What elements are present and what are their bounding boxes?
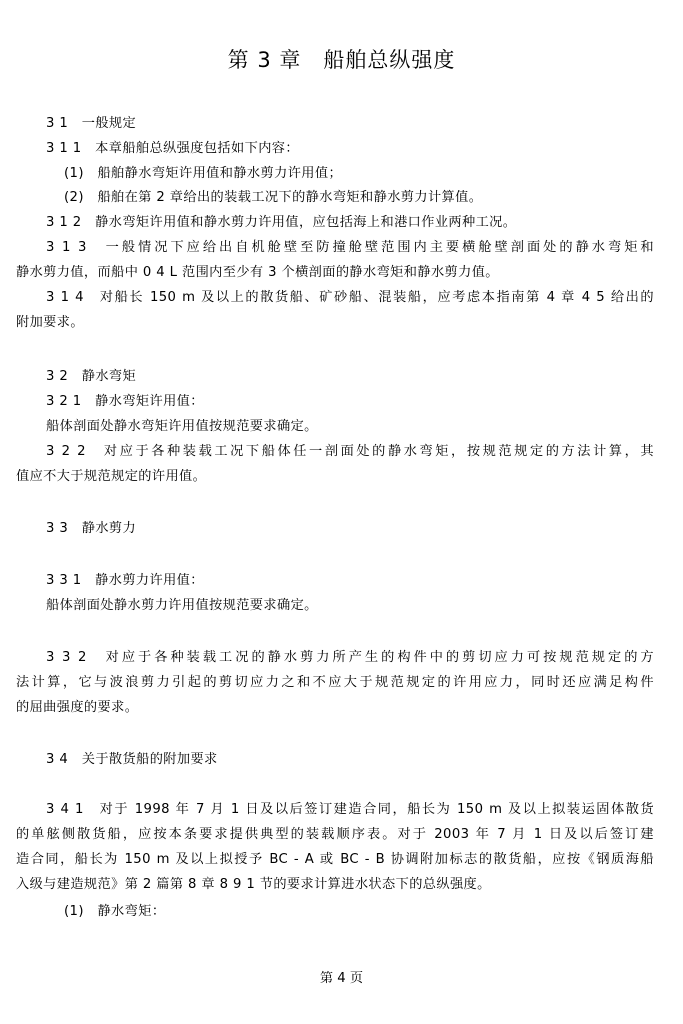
clause-3-3-2-line-1: 3 3 2 对应于各种装载工况的静水剪力所产生的构件中的剪切应力可按规范规定的方	[46, 650, 654, 665]
clause-3-4-1-line-3: 造合同，船长为 150 m 及以上拟授予 BC - A 或 BC - B 协调附加标志的散货船，应按《钢质海船	[16, 852, 654, 867]
clause-3-3-1: 3 3 1 静水剪力许用值：	[46, 573, 204, 588]
page-number: 第 4 页	[319, 971, 364, 986]
clause-3-1-3-line-1: 3 1 3 一般情况下应给出自机舱壁至防撞舱壁范围内主要横舱壁剖面处的静水弯矩和	[46, 240, 654, 255]
clause-3-3-1-body: 船体剖面处静水剪力许用值按规范要求确定。	[46, 598, 318, 613]
chapter-title: 第 3 章 船舶总纵强度	[227, 48, 456, 72]
clause-3-3-2-line-2: 法计算，它与波浪剪力引起的剪切应力之和不应大于规范规定的许用应力，同时还应满足构件	[16, 675, 654, 690]
list-item-static-bending-moment: (1) 静水弯矩：	[64, 904, 166, 919]
list-item-1: (1) 船舶静水弯矩许用值和静水剪力许用值；	[64, 166, 343, 181]
clause-3-1-1: 3 1 1 本章船舶总纵强度包括如下内容：	[46, 141, 299, 156]
clause-3-2-2-line-1: 3 2 2 对应于各种装载工况下船体任一剖面处的静水弯矩，按规范规定的方法计算，其	[46, 444, 654, 459]
clause-3-1-3-line-2: 静水剪力值，而船中 0 4 L 范围内至少有 3 个横剖面的静水弯矩和静水剪力值。	[16, 265, 499, 280]
clause-3-2-1: 3 2 1 静水弯矩许用值：	[46, 394, 204, 409]
section-heading-3-2: 3 2 静水弯矩	[46, 369, 137, 384]
clause-3-4-1-line-2: 的单舷侧散货船，应按本条要求提供典型的装载顺序表。对于 2003 年 7 月 1 日及以后签订建	[16, 827, 654, 842]
list-item-2: (2) 船舶在第 2 章给出的装载工况下的静水弯矩和静水剪力计算值。	[64, 190, 483, 205]
section-heading-3-3: 3 3 静水剪力	[46, 521, 137, 536]
section-heading-3-1: 3 1 一般规定	[46, 116, 137, 131]
clause-3-4-1-line-4: 入级与建造规范》第 2 篇第 8 章 8 9 1 节的要求计算进水状态下的总纵强度。	[16, 877, 491, 892]
clause-3-2-1-body: 船体剖面处静水弯矩许用值按规范要求确定。	[46, 419, 318, 434]
clause-3-2-2-line-2: 值应不大于规范规定的许用值。	[16, 469, 207, 484]
clause-3-1-2: 3 1 2 静水弯矩许用值和静水剪力许用值，应包括海上和港口作业两种工况。	[46, 215, 517, 230]
clause-3-4-1-line-1: 3 4 1 对于 1998 年 7 月 1 日及以后签订建造合同，船长为 150 m 及以上拟装运固体散货	[46, 802, 654, 817]
clause-3-1-4-line-1: 3 1 4 对船长 150 m 及以上的散货船、矿砂船、混装船，应考虑本指南第 4 章 4 5 给出的	[46, 290, 654, 305]
section-heading-3-4: 3 4 关于散货船的附加要求	[46, 752, 218, 767]
clause-3-3-2-line-3: 的屈曲强度的要求。	[16, 700, 139, 715]
clause-3-1-4-line-2: 附加要求。	[16, 315, 84, 330]
